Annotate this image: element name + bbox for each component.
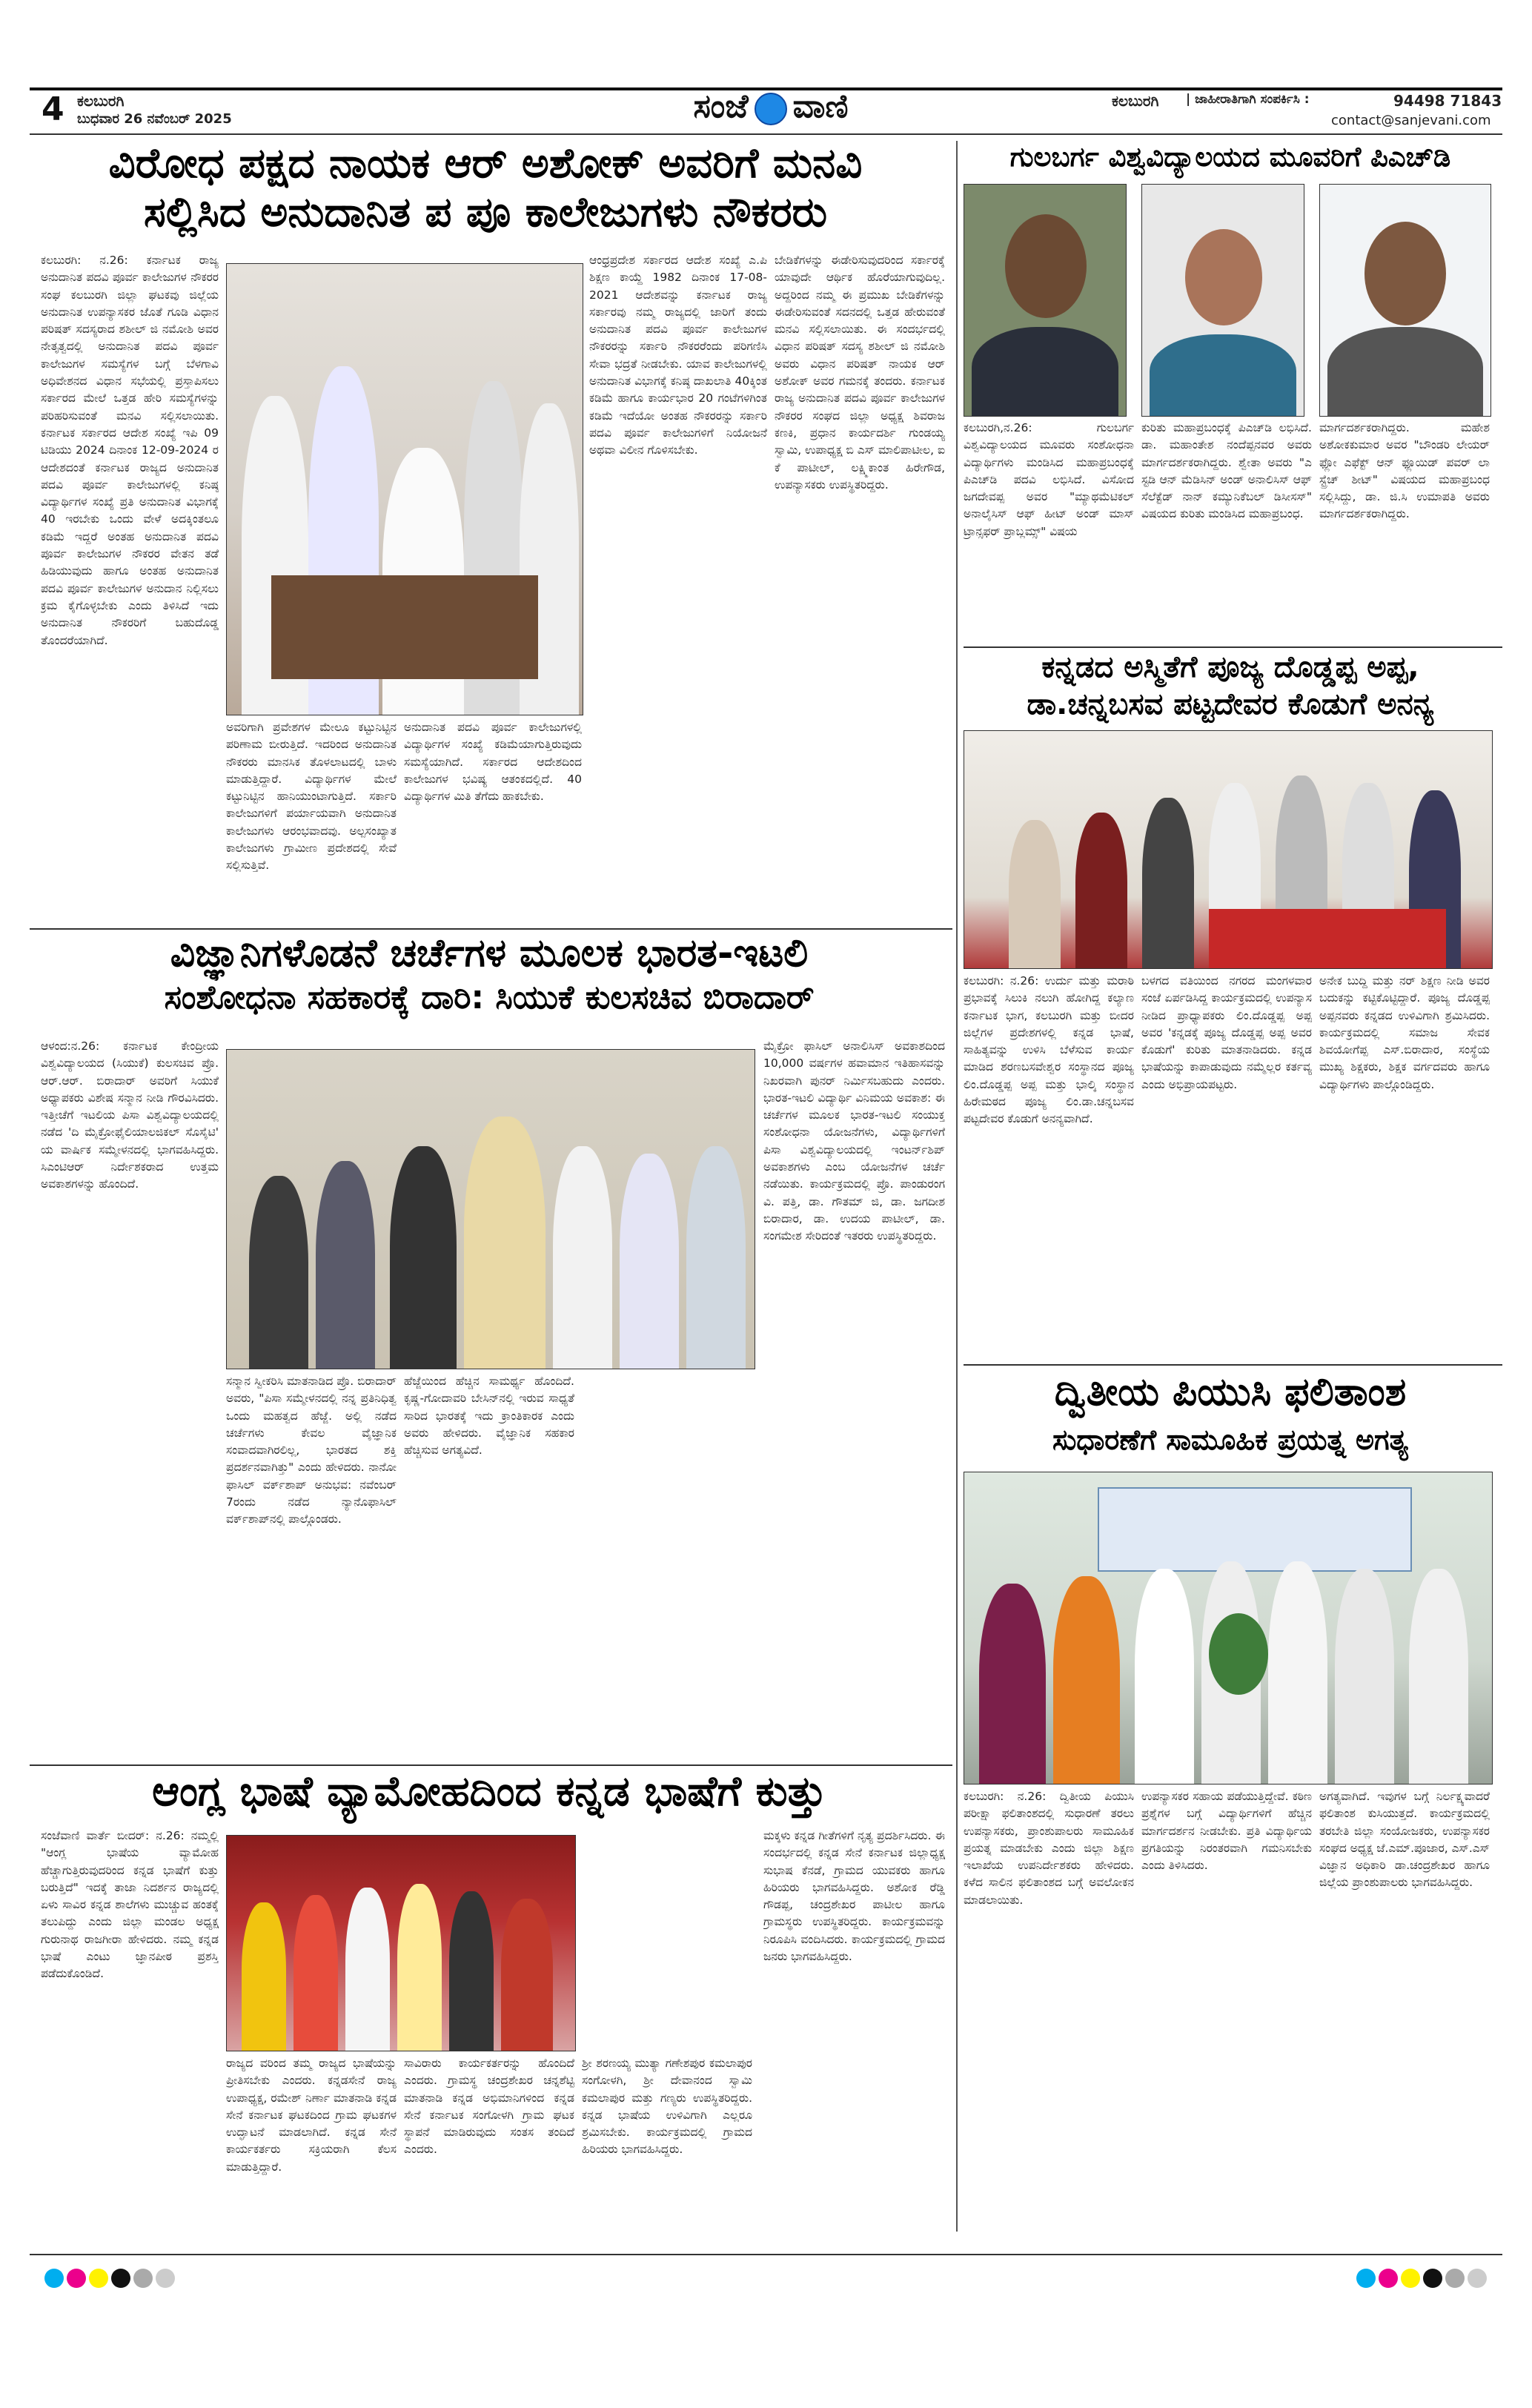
- a4-col-4: ಮೈಕ್ರೋ ಫಾಸಿಲ್ ಅನಾಲಿಸಿಸ್ ಅವಕಾಶದಿಂದ 10,000 ವರ್ಷಗಳ ಹವಾಮಾನ ಇತಿಹಾಸವನ್ನು ನಿಖರವಾಗಿ ಪುನರ್ ನಿರ್ಮಿಸಬಹುದು ಎಂದರು. ಭಾರತ-ಇಟಲಿ ವಿದ್ಯಾರ್ಥಿ ವಿನಿಮಯ ಅವಕಾಶ: ಈ ಚರ್ಚೆಗಳ ಮೂಲಕ ಭಾರತ-ಇಟಲಿ ಸಂಯುಕ್ತ ಸಂಶೋಧನಾ ಯೋಜನೆಗಳು, ವಿದ್ಯಾರ್ಥಿಗಳಿಗೆ ಪಿಸಾ ವಿಶ್ವವಿದ್ಯಾಲಯದಲ್ಲಿ ಇಂಟರ್ನ್‌ಶಿಪ್ ಅವಕಾಶಗಳು ಎಂಬ ಯೋಜನೆಗಳ ಚರ್ಚೆ ನಡೆಯಿತು. ಕಾರ್ಯಕ್ರಮದಲ್ಲಿ ಪ್ರೊ. ಪಾಂಡುರಂಗ ವಿ. ಪತ್ತಿ, ಡಾ. ಗೌತಮ್ ಜಿ, ಡಾ. ಜಗದೀಶ ಬಿರಾದಾರ, ಡಾ. ಉದಯ ಪಾಟೀಲ್, ಡಾ. ಸಂಗಮೇಶ ಸೇರಿದಂತೆ ಇತರರು ಉಪಸ್ಥಿತರಿದ್ದರು.: [763, 1039, 945, 1243]
- color-swatch: [1468, 2269, 1487, 2288]
- section-divider: [964, 646, 1502, 648]
- a5-photo-event: [964, 1472, 1493, 1784]
- column-divider: [956, 141, 958, 2232]
- scholar-face: [1005, 214, 1087, 318]
- color-swatch: [1445, 2269, 1465, 2288]
- color-swatch: [1423, 2269, 1442, 2288]
- color-swatch: [133, 2269, 153, 2288]
- a2-photo-scholar-2: [1141, 184, 1304, 417]
- a5-sapling-icon: [1209, 1613, 1268, 1695]
- a1-col-5: ಬೇಡಿಕೆಗಳನ್ನು ಈಡೇರಿಸುವುದರಿಂದ ಸರ್ಕಾರಕ್ಕೆ ಯಾವುದೇ ಆರ್ಥಿಕ ಹೊರೆಯಾಗುವುದಿಲ್ಲ. ಅದ್ದರಿಂದ ನಮ್ಮ ಈ ಪ್ರಮುಖ ಬೇಡಿಕೆಗಳನ್ನು ಈಡೇರಿಸುವಂತೆ ಸದನದಲ್ಲಿ ಒತ್ತಡ ಹೇರುವಂತೆ ಮನವಿ ಸಲ್ಲಿಸಲಾಯಿತು. ಈ ಸಂದರ್ಭದಲ್ಲಿ ವಿಧಾನ ಪರಿಷತ್ ಸದಸ್ಯ ಶಶೀಲ್ ಜಿ ನಮೋಶಿ ಅವರು ವಿಧಾನ ಪರಿಷತ್ ನಾಯಕ ಆರ್ ಅಶೋಕ್ ಅವರ ಗಮನಕ್ಕೆ ತಂದರು. ಕರ್ನಾಟಕ ರಾಜ್ಯ ಅನುದಾನಿತ ಪದವಿ ಪೂರ್ವ ಕಾಲೇಜುಗಳ ನೌಕರರ ಸಂಘದ ಜಿಲ್ಲಾ ಅಧ್ಯಕ್ಷ ಶಿವರಾಜ ಕಣಕಿ, ಪ್ರಧಾನ ಕಾರ್ಯದರ್ಶಿ ಗುಂಡಯ್ಯ ಸ್ವಾಮಿ, ಉಪಾಧ್ಯಕ್ಷ ಬಿ ಎಸ್ ಮಾಲಿಪಾಟೀಲ, ಐ ಕೆ ಪಾಟೀಲ್, ಲಕ್ಷ್ಮಿಕಾಂತ ಹಿರೇಗೌಡ, ಉಪನ್ಯಾಸಕರು ಉಪಸ್ಥಿತರಿದ್ದರು.: [775, 254, 945, 492]
- a2-photo-scholar-3: [1319, 184, 1491, 417]
- header-email: contact@sanjevani.com: [1331, 113, 1491, 128]
- a2-headline: ಗುಲಬರ್ಗ ವಿಶ್ವವಿದ್ಯಾಲಯದ ಮೂವರಿಗೆ ಪಿಎಚ್‌ಡಿ: [1009, 141, 1451, 173]
- a1-col-1: ಕಲಬುರಗಿ: ನ.26: ಕರ್ನಾಟಕ ರಾಜ್ಯ ಅನುದಾನಿತ ಪದವಿ ಪೂರ್ವ ಕಾಲೇಜುಗಳ ನೌಕರರ ಸಂಘ ಕಲಬುರಗಿ ಜಿಲ್ಲಾ ಘಟಕವು ಜಿಲ್ಲೆಯ ಅನುದಾನಿತ ಉಪನ್ಯಾಸಕರ ಜೊತೆ ಗೂಡಿ ವಿಧಾನ ಪರಿಷತ್ ಸದಸ್ಯರಾದ ಶಶೀಲ್ ಜಿ ನಮೋಶಿ ಅವರ ನೇತೃತ್ವದಲ್ಲಿ ಅನುದಾನಿತ ಪದವಿ ಪೂರ್ವ ಕಾಲೇಜುಗಳ ಸಮಸ್ಯೆಗಳ ಬಗ್ಗೆ ಬೆಳಗಾವಿ ಅಧಿವೇಶನದ ವಿಧಾನ ಸಭೆಯಲ್ಲಿ ಪ್ರಸ್ತಾಪಿಸಲು ಸರ್ಕಾರದ ಮೇಲೆ ಒತ್ತಡ ಹೇರಿ ಸಮಸ್ಯೆಗಳನ್ನು ಪರಿಹರಿಸುವಂತೆ ಮನವಿ ಸಲ್ಲಿಸಲಾಯಿತು. ಕರ್ನಾಟಕ ಸರ್ಕಾರದ ಆದೇಶ ಸಂಖ್ಯೆ ಇಪಿ 09 ಟಿಡಿಯು 2024 ದಿನಾಂಕ 12-09-2024 ರ ಆದೇಶದಂತೆ ಕರ್ನಾಟಕ ರಾಜ್ಯದ ಅನುದಾನಿತ ಪದವಿ ಪೂರ್ವ ಕಾಲೇಜುಗಳಲ್ಲಿ ಕನಿಷ್ಠ ವಿದ್ಯಾರ್ಥಿಗಳ ಸಂಖ್ಯೆ ಪ್ರತಿ ಅನುದಾನಿತ ವಿಭಾಗಕ್ಕೆ 40 ಇರಬೇಕು ಒಂದು ವೇಳೆ ಅದಕ್ಕಿಂತಲೂ ಕಡಿಮೆ ಇದ್ದರೆ ಅಂತಹ ಅನುದಾನಿತ ಪದವಿ ಪೂರ್ವ ಕಾಲೇಜುಗಳ ನೌಕರರ ವೇತನ ತಡೆ ಹಿಡಿಯುವುದು ಹಾಗೂ ಅಂತಹ ಅನುದಾನಿತ ಪದವಿ ಪೂರ್ವ ಕಾಲೇಜುಗಳ ಅನುದಾನ ನಿಲ್ಲಿಸಲು ಕ್ರಮ ಕೈಗೊಳ್ಳಬೇಕು ಎಂದು ತಿಳಿಸಿದೆ ಇದು ಅನುದಾನಿತ ನೌಕರರಿಗೆ ಬಹುದೊಡ್ಡ ತೊಂದರೆಯಾಗಿದೆ.: [41, 254, 219, 647]
- section-divider: [30, 1764, 952, 1766]
- color-swatch: [1379, 2269, 1398, 2288]
- a1-headline-1: ವಿರೋಧ ಪಕ್ಷದ ನಾಯಕ ಆರ್ ಅಶೋಕ್ ಅವರಿಗೆ ಮನವಿ: [108, 139, 863, 188]
- a4-col-3: ಹೆಜ್ಜೆಯಿಂದ ಹೆಚ್ಚಿನ ಸಾಮರ್ಥ್ಯ ಹೊಂದಿದೆ. ಕೃಷ್ಣ-ಗೋದಾವರಿ ಬೇಸಿನ್‌ನಲ್ಲಿ ಇರುವ ಸಾಧ್ಯತೆ ಸಾರಿದ ಭಾರತಕ್ಕೆ ಇದು ಕ್ರಾಂತಿಕಾರಕ ಎಂದು ಅವರು ಹೇಳಿದರು. ವೈಜ್ಞಾನಿಕ ಸಹಕಾರ ಹೆಚ್ಚಿಸುವ ಅಗತ್ಯವಿದೆ.: [404, 1375, 574, 1458]
- color-swatch: [111, 2269, 130, 2288]
- scholar-face: [1185, 229, 1262, 325]
- scholar-body: [1327, 327, 1483, 416]
- a3-headline-2: ಡಾ.ಚನ್ನಬಸವ ಪಟ್ಟದೇವರ ಕೊಡುಗೆ ಅನನ್ಯ: [1027, 687, 1434, 721]
- a4-person: [464, 1117, 546, 1369]
- a6-person: [501, 1899, 553, 2051]
- a4-person: [553, 1146, 612, 1369]
- page-number: 4: [42, 90, 64, 128]
- a6-photo-stage: [226, 1835, 576, 2051]
- a6-person: [345, 1888, 390, 2051]
- a6-col-3: ಸಾವಿರಾರು ಕಾರ್ಯಕರ್ತರನ್ನು ಹೊಂದಿದೆ ಎಂದರು. ಗ್ರಾಮಸ್ಥ ಚಂದ್ರಶೇಖರ ಚನ್ನಶೆಟ್ಟಿ ಮಾತನಾಡಿ ಕನ್ನಡ ಅಭಿಮಾನಿಗಳಿಂದ ಕನ್ನಡ ಸೇನೆ ಕರ್ನಾಟಕ ಸಂಗೋಳಗಿ ಗ್ರಾಮ ಘಟಕ ಸ್ಥಾಪನೆ ಮಾಡಿರುವುದು ಸಂತಸ ತಂದಿದೆ ಎಂದರು.: [404, 2057, 574, 2157]
- color-swatch: [1356, 2269, 1376, 2288]
- header-date: ಬುಧವಾರ 26 ನವೆಂಬರ್ 2025: [77, 111, 232, 127]
- a4-headline-1: ವಿಜ್ಞಾನಿಗಳೊಡನೆ ಚರ್ಚೆಗಳ ಮೂಲಕ ಭಾರತ-ಇಟಲಿ: [170, 931, 809, 976]
- globe-icon: [755, 93, 787, 125]
- color-swatch: [156, 2269, 175, 2288]
- a6-col-1: ಸಂಜೆವಾಣಿ ವಾರ್ತೆ ಬೀದರ್: ನ.26: ನಮ್ಮಲ್ಲಿ "ಆಂಗ್ಲ ಭಾಷೆಯ ವ್ಯಾಮೋಹ ಹೆಚ್ಚಾಗುತ್ತಿರುವುದರಿಂದ ಕನ್ನಡ ಭಾಷೆಗೆ ಕುತ್ತು ಬರುತ್ತಿದೆ" ಇದಕ್ಕೆ ತಾಜಾ ನಿದರ್ಶನ ರಾಜ್ಯದಲ್ಲಿ ಏಳು ಸಾವಿರ ಕನ್ನಡ ಶಾಲೆಗಳು ಮುಚ್ಚುವ ಹಂತಕ್ಕೆ ತಲುಪಿದ್ದು ಎಂದು ಜಿಲ್ಲಾ ಮಂಡಲ ಅಧ್ಯಕ್ಷ ಗುರುನಾಥ ರಾಜಗೀರಾ ಹೇಳಿದರು. ನಮ್ಮ ಕನ್ನಡ ಭಾಷೆ ಎಂಟು ಜ್ಞಾನಪೀಠ ಪ್ರಶಸ್ತಿ ಪಡೆದುಕೊಂಡಿದೆ.: [41, 1829, 219, 1981]
- a6-person: [294, 1895, 338, 2051]
- scholar-body: [972, 327, 1118, 416]
- masthead: [548, 87, 993, 132]
- a3-col-3: ಅನೇಕ ಬುದ್ದಿ ಮತ್ತು ನರ್ ಶಿಕ್ಷಣ ನೀಡಿ ಅವರ ಬದುಕನ್ನು ಕಟ್ಟಿಕೊಟ್ಟಿದ್ದಾರೆ. ಪೂಜ್ಯ ದೊಡ್ಡಪ್ಪ ಅಪ್ಪನವರು ಕನ್ನಡದ ಉಳಿವಿಗಾಗಿ ಶ್ರಮಿಸಿದರು. ಕಾರ್ಯಕ್ರಮದಲ್ಲಿ ಸಮಾಜ ಸೇವಕ ಶಿವಯೋಗೆಪ್ಪ ಎಸ್.ಬಿರಾದಾರ, ಸಂಸ್ಥೆಯ ಮುಖ್ಯ ಶಿಕ್ಷಕರು, ಶಿಕ್ಷಕ ವರ್ಗದವರು ಹಾಗೂ ವಿದ್ಯಾರ್ಥಿಗಳು ಪಾಲ್ಗೊಂಡಿದ್ದರು.: [1319, 974, 1490, 1091]
- a5-col-2: ಉಪನ್ಯಾಸಕರ ಸಹಾಯ ಪಡೆಯುತ್ತಿದ್ದೇವೆ. ಕಠಿಣ ಪ್ರಶ್ನೆಗಳ ಬಗ್ಗೆ ವಿದ್ಯಾರ್ಥಿಗಳಿಗೆ ಹೆಚ್ಚಿನ ಮಾರ್ಗದರ್ಶನ ನೀಡಬೇಕು. ಪ್ರತಿ ವಿದ್ಯಾರ್ಥಿಯ ಪ್ರಗತಿಯನ್ನು ನಿರಂತರವಾಗಿ ಗಮನಿಸಬೇಕು ಎಂದು ತಿಳಿಸಿದರು.: [1141, 1790, 1312, 1873]
- a4-person: [316, 1161, 375, 1369]
- a5-person: [1268, 1561, 1327, 1784]
- a4-person: [620, 1154, 679, 1369]
- section-divider: [30, 928, 952, 930]
- a4-col-2: ಸನ್ಮಾನ ಸ್ವೀಕರಿಸಿ ಮಾತನಾಡಿದ ಪ್ರೊ. ಬಿರಾದಾರ್ ಅವರು, "ಪಿಸಾ ಸಮ್ಮೇಳನದಲ್ಲಿ ನನ್ನ ಪ್ರತಿನಿಧಿತ್ವ ಒಂದು ಮಹತ್ವದ ಹೆಜ್ಜೆ. ಅಲ್ಲಿ ನಡೆದ ಚರ್ಚೆಗಳು ಕೇವಲ ವೈಜ್ಞಾನಿಕ ಸಂವಾದವಾಗಿರಲಿಲ್ಲ, ಭಾರತದ ಶಕ್ತಿ ಪ್ರದರ್ಶನವಾಗಿತ್ತು" ಎಂದು ಹೇಳಿದರು. ನಾನೋ ಫಾಸಿಲ್ ವರ್ಕ್‌ಶಾಪ್ ಅನುಭವ: ನವೆಂಬರ್ 7ರಂದು ನಡೆದ ನ್ಯಾನೊಫಾಸಿಲ್ ವರ್ಕ್‌ಶಾಪ್‌ನಲ್ಲಿ ಪಾಲ್ಗೊಂಡರು.: [226, 1375, 397, 1526]
- a4-col-1: ಆಳಂದ:ನ.26: ಕರ್ನಾಟಕ ಕೇಂದ್ರೀಯ ವಿಶ್ವವಿದ್ಯಾಲಯದ (ಸಿಯುಕೆ) ಕುಲಸಚಿವ ಪ್ರೊ. ಆರ್.ಆರ್. ಬಿರಾದಾರ್ ಅವರಿಗೆ ಸಿಯುಕೆ ಅಧ್ಯಾಪಕರು ವಿಶೇಷ ಸನ್ಮಾನ ನೀಡಿ ಗೌರವಿಸಿದರು. ಇತ್ತೀಚೆಗೆ ಇಟಲಿಯ ಪಿಸಾ ವಿಶ್ವವಿದ್ಯಾಲಯದಲ್ಲಿ ನಡೆದ 'ದಿ ಮೈಕ್ರೋಫೈಲಿಯಾಲಜಿಕಲ್ ಸೊಸೈಟಿ' ಯ ವಾರ್ಷಿಕ ಸಮ್ಮೇಳನದಲ್ಲಿ ಭಾಗವಹಿಸಿದ್ದರು. ಸಿಎಂಟಿಆರ್ ನಿರ್ದೇಶಕರಾದ ಉತ್ತಮ ಅವಕಾಶಗಳನ್ನು ಹೊಂದಿದೆ.: [41, 1039, 219, 1191]
- color-swatch: [1401, 2269, 1420, 2288]
- scholar-body: [1150, 334, 1296, 416]
- a5-col-3: ಅಗತ್ಯವಾಗಿದೆ. ಇವುಗಳ ಬಗ್ಗೆ ನಿರ್ಲಕ್ಷ್ಯವಾದರೆ ಫಲಿತಾಂಶ ಕುಸಿಯುತ್ತದೆ. ಕಾರ್ಯಕ್ರಮದಲ್ಲಿ ತರಬೇತಿ ಜಿಲ್ಲಾ ಸಂಯೋಜಕರು, ಉಪನ್ಯಾಸಕರ ಸಂಘದ ಅಧ್ಯಕ್ಷ ಜೆ.ಎಮ್.ಪೂಜಾರ, ಎಸ್.ಎಸ್ ವಿಜ್ಞಾನ ಅಧಿಕಾರಿ ಡಾ.ಚಂದ್ರಶೇಖರ ಹಾಗೂ ಜಿಲ್ಲೆಯ ಪ್ರಾಂಶುಪಾಲರು ಭಾಗವಹಿಸಿದ್ದರು.: [1319, 1790, 1490, 1890]
- masthead-right: ವಾಣಿ: [792, 87, 849, 125]
- color-swatch: [44, 2269, 64, 2288]
- a6-headline: ಆಂಗ್ಲ ಭಾಷೆ ವ್ಯಾಮೋಹದಿಂದ ಕನ್ನಡ ಭಾಷೆಗೆ ಕುತ್ತು: [152, 1767, 826, 1816]
- a4-headline-2: ಸಂಶೋಧನಾ ಸಹಕಾರಕ್ಕೆ ದಾರಿ: ಸಿಯುಕೆ ಕುಲಸಚಿವ ಬಿರಾದಾರ್: [164, 979, 815, 1016]
- a2-photo-scholar-1: [964, 184, 1127, 417]
- header-ad-contact: | ಜಾಹೀರಾತಿಗಾಗಿ ಸಂಪರ್ಕಿಸಿ :: [1186, 92, 1310, 107]
- a5-person: [979, 1584, 1046, 1784]
- scholar-face: [1364, 222, 1446, 325]
- a2-col-1: ಕಲಬುರಗಿ,ನ.26: ಗುಲಬರ್ಗ ವಿಶ್ವವಿದ್ಯಾಲಯದ ಮೂವರು ಸಂಶೋಧನಾ ವಿದ್ಯಾರ್ಥಿಗಳು ಮಂಡಿಸಿದ ಮಹಾಪ್ರಬಂಧಕ್ಕೆ ಪಿಎಚ್‌ಡಿ ಪದವಿ ಲಭಿಸಿದೆ. ವಿಸೋದ ಜಗದೇವಪ್ಪ ಅವರ "ಮ್ಯಾಥಮೆಟಿಕಲ್ ಅನಾಲೈಸಿಸ್ ಆಫ್ ಹೀಟ್ ಅಂಡ್ ಮಾಸ್ ಟ್ರಾನ್ಸಫರ್ ಪ್ರಾಬ್ಲಮ್ಸ್" ವಿಷಯ: [964, 421, 1134, 538]
- a1-photo-meeting: [226, 263, 583, 715]
- a5-person: [1135, 1569, 1194, 1784]
- a6-col-5: ಮಕ್ಕಳು ಕನ್ನಡ ಗೀತೆಗಳಿಗೆ ನೃತ್ಯ ಪ್ರದರ್ಶಿಸಿದರು. ಈ ಸಂದರ್ಭದಲ್ಲಿ ಕನ್ನಡ ಸೇನೆ ಕರ್ನಾಟಕ ಜಿಲ್ಲಾಧ್ಯಕ್ಷ ಸುಭಾಷ ಕೆನಡೆ, ಗ್ರಾಮದ ಯುವಕರು ಹಾಗೂ ಹಿರಿಯರು ಭಾಗವಹಿಸಿದ್ದರು. ಅಶೋಕ ರೆಡ್ಡಿ ಗೌಡಪ್ಪ, ಚಂದ್ರಶೇಖರ ಪಾಟೀಲ ಹಾಗೂ ಗ್ರಾಮಸ್ಥರು ಉಪಸ್ಥಿತರಿದ್ದರು. ಕಾರ್ಯಕ್ರಮವನ್ನು ನಿರೂಪಿಸಿ ವಂದಿಸಿದರು. ಕಾರ್ಯಕ್ರಮದಲ್ಲಿ ಗ್ರಾಮದ ಜನರು ಭಾಗವಹಿಸಿದ್ದರು.: [763, 1829, 945, 1964]
- header-city-right: ಕಲಬುರಗಿ: [1112, 92, 1159, 110]
- a3-col-1: ಕಲಬುರಗಿ: ನ.26: ಉರ್ದು ಮತ್ತು ಮರಾಠಿ ಪ್ರಭಾವಕ್ಕೆ ಸಿಲುಕಿ ನಲುಗಿ ಹೋಗಿದ್ದ ಕಲ್ಯಾಣ ಕರ್ನಾಟಕ ಭಾಗ, ಕಲಬುರಗಿ ಮತ್ತು ಬೀದರ ಜಿಲ್ಲೆಗಳ ಪ್ರದೇಶಗಳಲ್ಲಿ ಕನ್ನಡ ಭಾಷೆ, ಸಾಹಿತ್ಯವನ್ನು ಉಳಿಸಿ ಬೆಳೆಸುವ ಕಾರ್ಯ ಮಾಡಿದ ಶರಣಬಸವೇಶ್ವರ ಸಂಸ್ಥಾನದ ಪೂಜ್ಯ ಲಿಂ.ದೊಡ್ಡಪ್ಪ ಅಪ್ಪ ಮತ್ತು ಭಾಲ್ಕಿ ಸಂಸ್ಥಾನ ಹಿರೇಮಠದ ಪೂಜ್ಯ ಲಿಂ.ಡಾ.ಚನ್ನಬಸವ ಪಟ್ಟದೇವರ ಕೊಡುಗೆ ಅನನ್ಯವಾಗಿದೆ.: [964, 974, 1134, 1126]
- a3-person: [1009, 820, 1061, 968]
- header-phone: 94498 71843: [1393, 92, 1502, 110]
- a4-person: [249, 1176, 308, 1369]
- a1-headline-2: ಸಲ್ಲಿಸಿದ ಅನುದಾನಿತ ಪ ಪೂ ಕಾಲೇಜುಗಳು ನೌಕರರು: [143, 188, 828, 236]
- color-swatch: [89, 2269, 108, 2288]
- header-bottom-rule: [30, 133, 1502, 135]
- a4-person: [390, 1146, 457, 1369]
- section-divider: [964, 1364, 1502, 1366]
- a5-banner: [1098, 1487, 1412, 1572]
- a5-col-1: ಕಲಬುರಗಿ: ನ.26: ದ್ವಿತೀಯ ಪಿಯುಸಿ ಪರೀಕ್ಷಾ ಫಲಿತಾಂಶದಲ್ಲಿ ಸುಧಾರಣೆ ತರಲು ಉಪನ್ಯಾಸಕರು, ಪ್ರಾಂಶುಪಾಲರು ಸಾಮೂಹಿಕ ಪ್ರಯತ್ನ ಮಾಡಬೇಕು ಎಂದು ಜಿಲ್ಲಾ ಶಿಕ್ಷಣ ಇಲಾಖೆಯ ಉಪನಿರ್ದೇಶಕರು ಹೇಳಿದರು. ಕಳೆದ ಸಾಲಿನ ಫಲಿತಾಂಶದ ಬಗ್ಗೆ ಅವಲೋಕನ ಮಾಡಲಾಯಿತು.: [964, 1790, 1134, 1907]
- a4-col-4b: [582, 1373, 756, 1759]
- a3-person: [1142, 798, 1194, 968]
- a3-headline-1: ಕನ್ನಡದ ಅಸ್ಮಿತೆಗೆ ಪೂಜ್ಯ ದೊಡ್ಡಪ್ಪ ಅಪ್ಪ,: [1041, 650, 1419, 684]
- a6-person: [242, 1902, 286, 2051]
- a3-garland-table: [1209, 909, 1446, 968]
- a6-person: [449, 1891, 494, 2051]
- a3-col-2: ಬಳಗದ ವತಿಯಿಂದ ನಗರದ ಮಂಗಳವಾರ ಸಂಜೆ ಏರ್ಪಡಿಸಿದ್ದ ಕಾರ್ಯಕ್ರಮದಲ್ಲಿ ಉಪನ್ಯಾಸ ನೀಡಿದ ಪ್ರಾಧ್ಯಾಪಕರು ಲಿಂ.ದೊಡ್ಡಪ್ಪ ಅಪ್ಪ ಅವರ 'ಕನ್ನಡಕ್ಕೆ ಪೂಜ್ಯ ದೊಡ್ಡಪ್ಪ ಅಪ್ಪ ಅವರ ಕೊಡುಗೆ' ಕುರಿತು ಮಾತನಾಡಿದರು. ಕನ್ನಡ ಭಾಷೆಯನ್ನು ಕಾಪಾಡುವುದು ನಮ್ಮೆಲ್ಲರ ಕರ್ತವ್ಯ ಎಂದು ಅಭಿಪ್ರಾಯಪಟ್ಟರು.: [1141, 974, 1312, 1091]
- a1-col-4: ಆಂಧ್ರಪ್ರದೇಶ ಸರ್ಕಾರದ ಆದೇಶ ಸಂಖ್ಯೆ ಎ.ಪಿ ಶಿಕ್ಷಣ ಕಾಯ್ದೆ 1982 ದಿನಾಂಕ 17-08-2021 ಆದೇಶವನ್ನು ಕರ್ನಾಟಕ ರಾಜ್ಯ ಸರ್ಕಾರವು ನಮ್ಮ ರಾಜ್ಯದಲ್ಲಿ ಜಾರಿಗೆ ತಂದು ಅನುದಾನಿತ ಪದವಿ ಪೂರ್ವ ಕಾಲೇಜುಗಳ ನೌಕರರನ್ನು ಸರ್ಕಾರಿ ನೌಕರರೆಂದು ಪರಿಗಣಿಸಿ ಸೇವಾ ಭದ್ರತೆ ನೀಡಬೇಕು. ಯಾವ ಕಾಲೇಜುಗಳಲ್ಲಿ ಅನುದಾನಿತ ವಿಭಾಗಕ್ಕೆ ಕನಿಷ್ಠ ದಾಖಲಾತಿ 40ಕ್ಕಿಂತ ಕಡಿಮೆ ಹಾಗೂ ಕಾರ್ಯಭಾರ 20 ಗಂಟೆಗಳಿಗಿಂತ ಕಡಿಮೆ ಇದೆಯೋ ಅಂತಹ ನೌಕರರನ್ನು ಸರ್ಕಾರಿ ಪದವಿ ಪೂರ್ವ ಕಾಲೇಜುಗಳಿಗೆ ನಿಯೋಜನೆ ಅಥವಾ ವಿಲೀನ ಗೊಳಿಸಬೇಕು.: [589, 254, 767, 457]
- a3-photo-group: [964, 730, 1493, 969]
- a2-col-2: ಕುರಿತು ಮಹಾಪ್ರಬಂಧಕ್ಕೆ ಪಿಎಚ್‌ಡಿ ಲಭಿಸಿದೆ. ಡಾ. ಮಹಾಂತೇಶ ನಂದೆಪ್ಪನವರ ಅವರು ಮಾರ್ಗದರ್ಶಕರಾಗಿದ್ದರು. ಶ್ವೇತಾ ಅವರು "ಎ ಸ್ಟಡಿ ಆನ್ ಮೆಡಿಸಿನ್ ಅಂಡ್ ಅನಾಲಿಸಿಸ್ ಆಫ್ ಸೆಲೆಕ್ಟೆಡ್ ನಾನ್ ಕಮ್ಯುನಿಕೆಬಲ್ ಡಿಸೀಸಸ್" ವಿಷಯದ ಕುರಿತು ಮಂಡಿಸಿದ ಮಹಾಪ್ರಬಂಧ.: [1141, 421, 1312, 521]
- a6-col-2: ರಾಜ್ಯದ ವರಿಂದ ತಮ್ಮ ರಾಜ್ಯದ ಭಾಷೆಯನ್ನು ಪ್ರೀತಿಸಬೇಕು ಎಂದರು. ಕನ್ನಡಸೇನೆ ರಾಜ್ಯ ಉಪಾಧ್ಯಕ್ಷ, ರಮೇಶ್ ನಿರ್ಣಾ ಮಾತನಾಡಿ ಕನ್ನಡ ಸೇನೆ ಕರ್ನಾಟಕ ಘಟಕದಿಂದ ಗ್ರಾಮ ಘಟಕಗಳ ಉದ್ಘಾಟನೆ ಮಾಡಲಾಗಿದೆ. ಕನ್ನಡ ಸೇನೆ ಕಾರ್ಯಕರ್ತರು ಸಕ್ರಿಯರಾಗಿ ಕೆಲಸ ಮಾಡುತ್ತಿದ್ದಾರೆ.: [226, 2057, 397, 2174]
- masthead-left: ಸಂಜೆ: [693, 87, 749, 125]
- a6-person: [397, 1884, 442, 2051]
- a3-person: [1075, 813, 1127, 968]
- header-city-left: ಕಲಬುರಗಿ: [77, 92, 125, 110]
- a5-headline: ದ್ವಿತೀಯ ಪಿಯುಸಿ ಫಲಿತಾಂಶ: [1054, 1370, 1407, 1415]
- color-swatch: [67, 2269, 86, 2288]
- a5-subheadline: ಸುಧಾರಣೆಗೆ ಸಾಮೂಹಿಕ ಪ್ರಯತ್ನ ಅಗತ್ಯ: [1052, 1423, 1408, 1456]
- a5-person: [1335, 1569, 1394, 1784]
- a4-person: [686, 1146, 746, 1369]
- a4-photo-felicitation: [226, 1049, 755, 1369]
- a1-table: [271, 575, 538, 679]
- a5-person: [1409, 1569, 1468, 1784]
- a2-col-3: ಮಾರ್ಗದರ್ಶಕರಾಗಿದ್ದರು. ಮಹೇಶ ಅಶೋಕಕುಮಾರ ಅವರ "ಬೌಂಡರಿ ಲೇಯರ್ ಫ್ಲೋ ಎಫೆಕ್ಟ್ ಆನ್ ಫ್ಲೂಯಿಡ್ ಪವರ್ ಲಾ ಸ್ಟ್ರೆಚ್ ಶೀಟ್" ವಿಷಯದ ಮಹಾಪ್ರಬಂಧ ಸಲ್ಲಿಸಿದ್ದು, ಡಾ. ಜಿ.ಸಿ ಉಮಾಪತಿ ಅವರು ಮಾರ್ಗದರ್ಶಕರಾಗಿದ್ದರು.: [1319, 421, 1490, 521]
- a1-col-3: ಅನುದಾನಿತ ಪದವಿ ಪೂರ್ವ ಕಾಲೇಜುಗಳಲ್ಲಿ ವಿದ್ಯಾರ್ಥಿಗಳ ಸಂಖ್ಯೆ ಕಡಿಮೆಯಾಗುತ್ತಿರುವುದು ಸಮಸ್ಯೆಯಾಗಿದೆ. ಸರ್ಕಾರದ ಆದೇಶದಿಂದ ಕಾಲೇಜುಗಳ ಭವಿಷ್ಯ ಆತಂಕದಲ್ಲಿದೆ. 40 ವಿದ್ಯಾರ್ಥಿಗಳ ಮಿತಿ ತೆಗೆದು ಹಾಕಬೇಕು.: [404, 721, 582, 804]
- a6-col-4: ಶ್ರೀ ಶರಣಯ್ಯ ಮುತ್ಯಾ ಗಣೇಶಪುರ ಕಮಲಾಪುರ ಸಂಗೋಳಗಿ, ಶ್ರೀ ದೇವಾನಂದ ಸ್ವಾಮಿ ಕಮಲಾಪುರ ಮತ್ತು ಗಣ್ಯರು ಉಪಸ್ಥಿತರಿದ್ದರು. ಕನ್ನಡ ಭಾಷೆಯ ಉಳಿವಿಗಾಗಿ ಎಲ್ಲರೂ ಶ್ರಮಿಸಬೇಕು. ಕಾರ್ಯಕ್ರಮದಲ್ಲಿ ಗ್ರಾಮದ ಹಿರಿಯರು ಭಾಗವಹಿಸಿದ್ದರು.: [582, 2057, 752, 2157]
- a5-person: [1053, 1576, 1120, 1784]
- a1-col-2: ಅವರಿಗಾಗಿ ಪ್ರವೇಶಗಳ ಮೇಲೂ ಕಟ್ಟುನಿಟ್ಟಿನ ಪರಿಣಾಮ ಬೀರುತ್ತಿದೆ. ಇದರಿಂದ ಅನುದಾನಿತ ನೌಕರರು ಮಾನಸಿಕ ತೊಳಲಾಟದಲ್ಲಿ ಬಾಳು ಮಾಡುತ್ತಿದ್ದಾರೆ. ವಿದ್ಯಾರ್ಥಿಗಳ ಮೇಲೆ ಕಟ್ಟುನಿಟ್ಟಿನ ಹಾನಿಯುಂಟಾಗುತ್ತಿದೆ. ಸರ್ಕಾರಿ ಕಾಲೇಜುಗಳಿಗೆ ಪರ್ಯಾಯವಾಗಿ ಅನುದಾನಿತ ಕಾಲೇಜುಗಳು ಆರಂಭವಾದವು. ಅಲ್ಪಸಂಖ್ಯಾತ ಕಾಲೇಜುಗಳು ಗ್ರಾಮೀಣ ಪ್ರದೇಶದಲ್ಲಿ ಸೇವೆ ಸಲ್ಲಿಸುತ್ತಿವೆ.: [226, 721, 397, 873]
- footer-rule: [30, 2254, 1502, 2255]
